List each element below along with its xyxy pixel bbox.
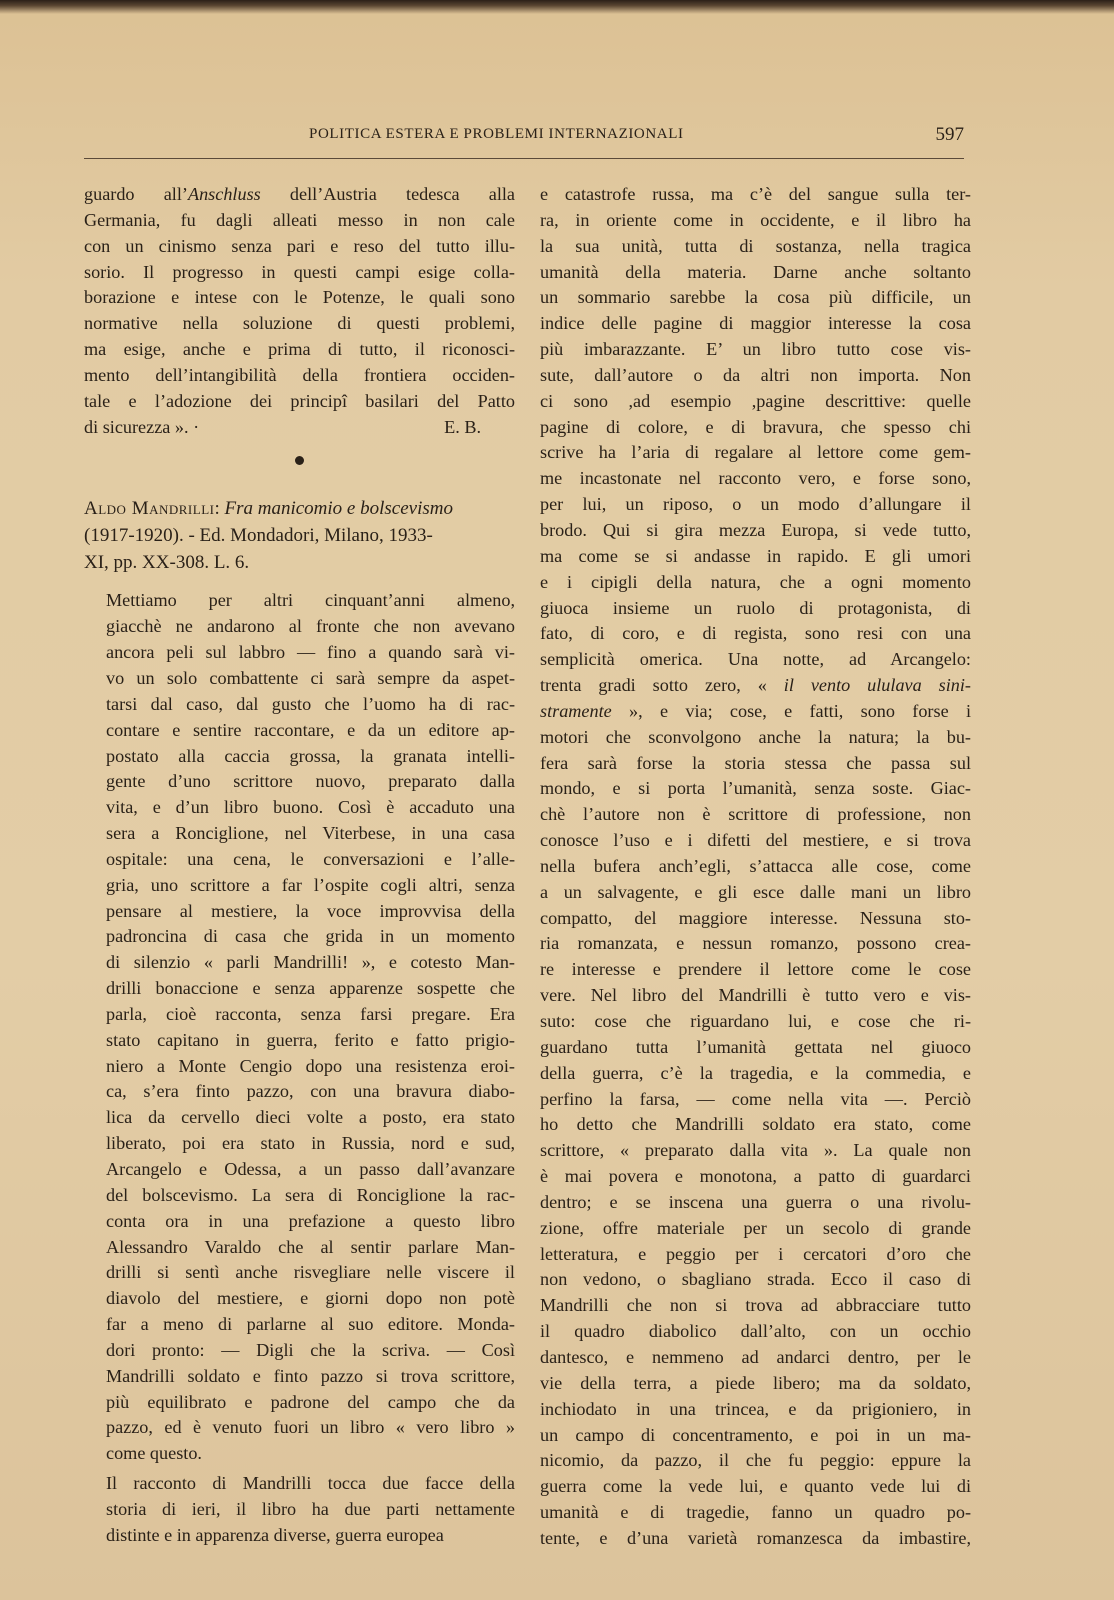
text-line: liberato, poi era stato in Russia, nord e sud, [106, 1133, 515, 1154]
text-line: stramente », e via; cose, e fatti, sono forse i [540, 700, 971, 721]
text-line: come questo. [106, 1443, 202, 1464]
text-line: Il racconto di Mandrilli tocca due facce della [106, 1473, 515, 1494]
text-line: contare e sentire raccontare, e da un editore ap- [106, 719, 515, 740]
text-line: compatto, del maggiore interesse. Nessuna sto- [540, 907, 971, 928]
text-line: Germania, fu dagli alleati messo in non cale [84, 209, 515, 230]
article-ending [84, 182, 515, 415]
right-column [540, 182, 971, 1552]
text-line: guardo all’Anschluss dell’Austria tedesca alla [84, 184, 515, 204]
text-line: gria, uno scrittore a far l’ospite cogli altri, senza [106, 874, 515, 895]
text-line: dori pronto: — Digli che la scriva. — Così [106, 1339, 515, 1360]
text-line: ma come se si andasse in rapido. E gli umori [540, 545, 971, 566]
review-publication-line: (1917-1920). - Ed. Mondadori, Milano, 1933- [84, 525, 433, 547]
section-separator-dot [295, 456, 304, 465]
text-line: mondo, e si porta l’umanità, senza soste. Giac- [540, 778, 971, 799]
text-line: più equilibrato e padrone del campo che da [106, 1391, 515, 1412]
text-line: ancora peli sul labbro — fino a quando sarà vi- [106, 642, 515, 663]
text-line: un sommario sarebbe la cosa più difficile, un [540, 287, 971, 308]
text-line: Arcangelo e Odessa, a un passo dall’avanzare [106, 1159, 515, 1179]
text-line: umanità della materia. Darne anche soltanto [540, 261, 971, 282]
review-author: Aldo Mandrilli [84, 498, 215, 520]
text-line: nicomio, da pazzo, il che fu peggio: eppure la [540, 1450, 971, 1471]
text-line: drilli si sentì anche risvegliare nelle viscere il [106, 1262, 515, 1283]
text-line: ma esige, anche e prima di tutto, il riconosci- [84, 339, 515, 360]
signature-line [84, 415, 515, 441]
review-paragraph-1 [84, 588, 515, 1467]
text-line: niero a Monte Cengio dopo una resistenza eroi- [106, 1055, 515, 1076]
text-line: gente d’uno scrittore nuovo, preparato dalla [106, 771, 515, 792]
text-line: giuoca insieme un ruolo di protagonista, di [540, 597, 971, 618]
text-line: pazzo, ed è venuto fuori un libro « vero libro » [106, 1417, 515, 1438]
text-line: giacchè ne andarono al fronte che non avevano [106, 616, 515, 637]
text-line: dantesco, e nemmeno ad andarci dentro, per le [540, 1346, 971, 1367]
text-line: pagine di colore, e di bravura, che spesso chi [540, 416, 971, 437]
text-line: motori che sconvolgono anche la natura; la bu- [540, 726, 971, 747]
text-line: storia di ieri, il libro ha due parti nettamente [106, 1498, 515, 1519]
text-line: padroncina di casa che grida in un momento [106, 926, 515, 947]
review-header: Aldo Mandrilli: Fra manicomio e bolscevismo (1917-1920). - Ed. Mondadori, Milano, 1933- XI, pp. XX-308. L. 6. [84, 495, 515, 576]
text-line: Alessandro Varaldo che al sentir parlare Man- [106, 1236, 515, 1257]
review-price-line: XI, pp. XX-308. L. 6. [84, 552, 250, 574]
signature-initials: E. B. [444, 416, 481, 437]
text-line: ospitale: una cena, le conversazioni e l’alle- [106, 848, 515, 869]
text-line: fera sarà forse la storia stessa che passa sul [540, 752, 971, 773]
text-line: postato alla caccia grossa, la granata intelli- [106, 745, 515, 766]
text-line: ria romanzata, e nessun romanzo, possono crea- [540, 933, 971, 954]
text-line: un campo di concentramento, e poi in un ma- [540, 1424, 971, 1445]
text-line: sute, dall’autore o da altri non importa. Non [540, 364, 971, 385]
text-line: conosce l’uso e i difetti del mestiere, e si trova [540, 830, 971, 851]
text-line: nella bufera anch’egli, s’attacca alle cose, come [540, 855, 971, 876]
text-line: far a meno di parlarne al suo editore. Monda- [106, 1314, 515, 1335]
review-book-title: Fra manicomio e bolscevismo [224, 498, 453, 520]
text-line: parla, cioè racconta, senza farsi pregare. Era [106, 1003, 515, 1024]
text-line: distinte e in apparenza diverse, guerra europea [106, 1524, 444, 1545]
text-line: e i cipigli della natura, che a ogni momento [540, 571, 971, 592]
text-line: brodo. Qui si gira mezza Europa, si vede tutto, [540, 519, 971, 540]
text-line: tale e l’adozione dei principî basilari del Patto [84, 390, 515, 411]
review-paragraph-2 [84, 1471, 515, 1549]
text-line: più imbarazzante. E’ un libro tutto cose vis- [540, 339, 971, 360]
text-line: vie della terra, a piede libero; ma da soldato, [540, 1372, 971, 1393]
text-line: ho detto che Mandrilli soldato era stato, come [540, 1114, 971, 1135]
text-line: della guerra, c’è la tragedia, e la commedia, e [540, 1062, 971, 1083]
text-line: perfino la farsa, — come nella vita —. Perciò [540, 1088, 971, 1109]
text-line: non vedono, o sbagliano strada. Ecco il caso di [540, 1269, 971, 1290]
signature-text: di sicurezza ». · [84, 416, 200, 437]
text-line: vo un solo combattente ci sarà sempre da aspet- [106, 667, 515, 688]
text-line: normative nella soluzione di questi problemi, [84, 313, 515, 334]
text-line: stato capitano in guerra, ferito e fatto prigio- [106, 1029, 515, 1050]
text-line: letteratura, e peggio per i cercatori d’oro che [540, 1243, 971, 1264]
text-line: il quadro diabolico dall’alto, con un occhio [540, 1321, 971, 1342]
page-number: 597 [935, 124, 964, 145]
text-line: Mandrilli che non si trova ad abbracciare tutto [540, 1295, 971, 1316]
text-line: ci sono ,ad esempio ,pagine descrittive: quelle [540, 390, 971, 411]
text-line: vere. Nel libro del Mandrilli è tutto vero e vis- [540, 985, 971, 1006]
text-line: semplicità omerica. Una notte, ad Arcangelo: [540, 649, 971, 670]
text-line: con un cinismo senza pari e reso del tutto illu- [84, 235, 515, 256]
text-line: a un salvagente, e gli esce dalle mani un libro [540, 881, 971, 902]
text-line: Mandrilli soldato e finto pazzo si trova scrittore, [106, 1365, 515, 1386]
text-line: drilli bonaccione e senza apparenze sospette che [106, 978, 515, 999]
text-line: umanità e di tragedie, fanno un quadro po- [540, 1502, 971, 1523]
text-line: per lui, un riposo, o un modo d’allungare il [540, 494, 971, 515]
text-line: chè l’autore non è scrittore di professione, non [540, 804, 971, 825]
text-line: mento dell’intangibilità della frontiera occiden- [84, 364, 515, 385]
review-continuation [540, 182, 971, 1552]
text-line: indice delle pagine di maggior interesse la cosa [540, 313, 971, 334]
page-top-edge [0, 0, 1114, 14]
text-line: me incastonate nel racconto vero, e forse sono, [540, 468, 971, 489]
text-line: conta ora in una prefazione a questo libro [106, 1210, 515, 1231]
text-line: tente, e d’una varietà romanzesca da imbastire, [540, 1527, 971, 1548]
text-line: Mettiamo per altri cinquant’anni almeno, [106, 590, 515, 611]
text-line: è mai povera e monotona, a patto di guardarci [540, 1166, 971, 1187]
text-line: pensare al mestiere, la voce improvvisa della [106, 900, 515, 921]
text-line: zione, offre materiale per un secolo di grande [540, 1217, 971, 1238]
text-line: sorio. Il progresso in questi campi esige colla- [84, 261, 515, 282]
header-rule [84, 158, 964, 159]
text-line: fato, di coro, e di regista, sono resi con una [540, 623, 971, 644]
text-line: ra, in oriente come in occidente, e il libro ha [540, 209, 971, 230]
text-line: lica da cervello dieci volte a posto, era stato [106, 1107, 515, 1128]
text-line: diavolo del mestiere, e giorni dopo non potè [106, 1288, 515, 1309]
left-column [84, 182, 515, 1549]
running-title: POLITICA ESTERA E PROBLEMI INTERNAZIONALI [309, 126, 684, 142]
text-line: del bolscevismo. La sera di Ronciglione la rac- [106, 1184, 515, 1205]
text-line: scrive ha l’aria di regalare al lettore come gem- [540, 442, 971, 463]
text-line: sera a Ronciglione, nel Viterbese, in una casa [106, 823, 515, 844]
text-line: di silenzio « parli Mandrilli! », e cotesto Man- [106, 952, 515, 973]
text-line: trenta gradi sotto zero, « il vento ululava sini- [540, 675, 971, 696]
text-line: borazione e intese con le Potenze, le quali sono [84, 287, 515, 308]
text-line: guerra come la vede lui, e quanto vede lui di [540, 1476, 971, 1497]
running-header [84, 124, 964, 154]
text-line: la sua unità, tutta di sostanza, nella tragica [540, 235, 971, 256]
text-line: tarsi dal caso, dal gusto che l’uomo ha di rac- [106, 693, 515, 714]
text-line: re interesse e prendere il lettore come le cose [540, 959, 971, 980]
text-line: vita, e d’un libro buono. Così è accaduto una [106, 797, 515, 818]
text-line: ca, s’era finto pazzo, con una bravura diabo- [106, 1081, 515, 1102]
text-line: dentro; e se inscena una guerra o una rivolu- [540, 1191, 971, 1212]
text-line: guardano tutta l’umanità gettata nel giuoco [540, 1036, 971, 1057]
text-line: e catastrofe russa, ma c’è del sangue sulla ter- [540, 184, 971, 204]
text-line: suto: cose che riguardano lui, e cose che ri- [540, 1011, 971, 1031]
text-line: inchiodato in una trincea, e da prigioniero, in [540, 1398, 971, 1419]
text-line: scrittore, « preparato dalla vita ». La quale non [540, 1140, 971, 1161]
